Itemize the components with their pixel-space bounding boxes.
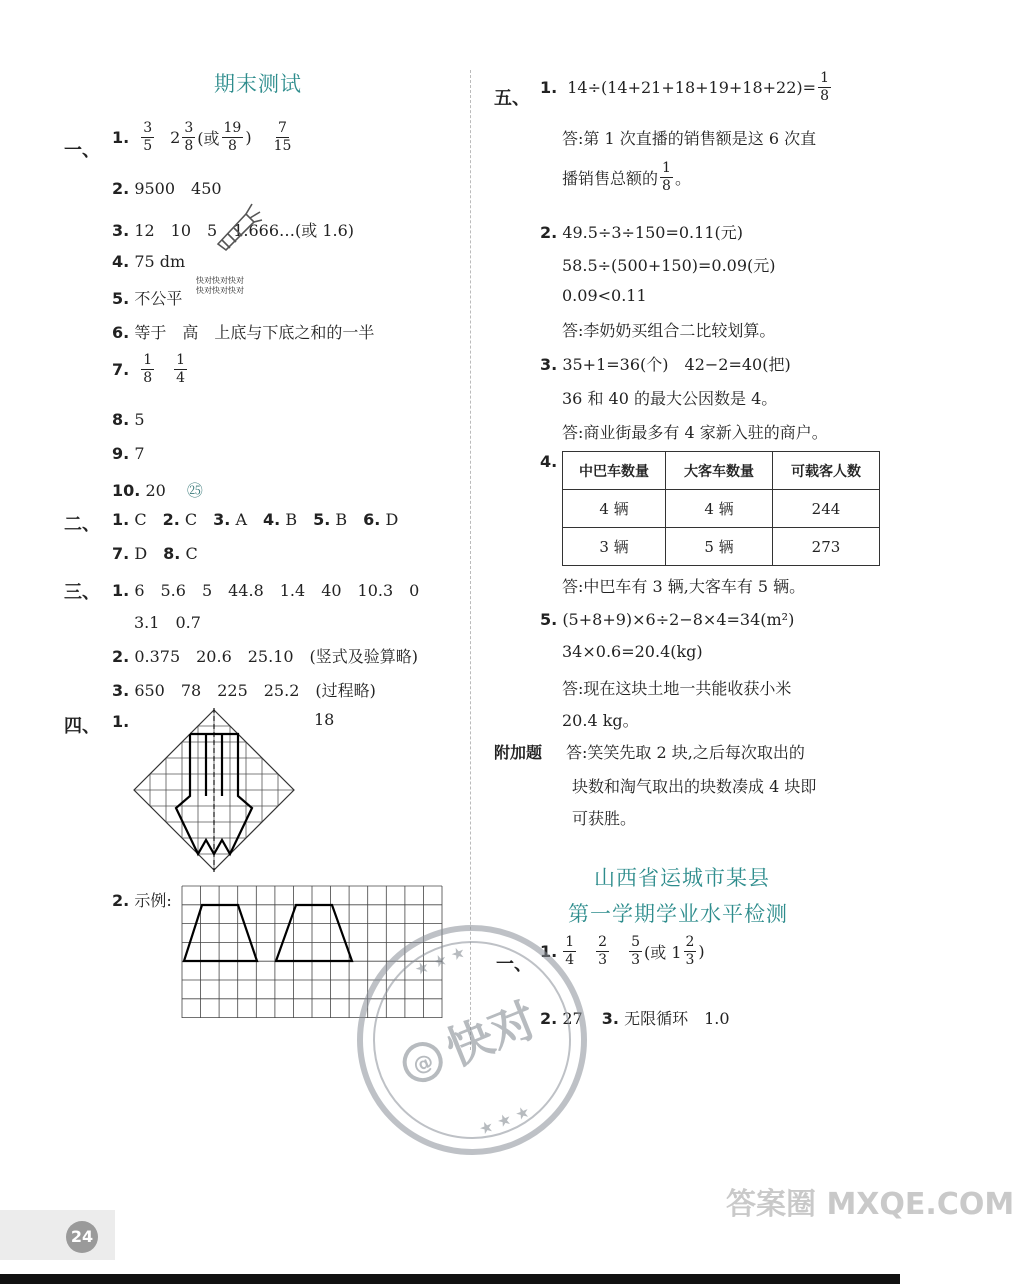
q4-answer: 4. 75 dm [112, 252, 186, 271]
fraction: $\frac{3}{8}$ [184, 120, 194, 154]
fraction: $\frac{7}{15}$ [273, 120, 292, 154]
svg-text:@: @ [409, 1048, 437, 1078]
r-q1-calc: 1. 14÷(14+21+18+19+18+22)= $\frac{1}{8}$ [540, 70, 829, 104]
fraction: $\frac{1}{8}$ [143, 352, 153, 386]
column-divider [470, 70, 471, 1050]
fraction: $\frac{1}{4}$ [176, 352, 186, 386]
table-header: 中巴车数量 [563, 452, 666, 490]
table-cell: 3 辆 [563, 528, 666, 566]
section-subtitle: 山西省运城市某县 [594, 866, 770, 890]
section-subtitle-2: 第一学期学业水平检测 [568, 902, 788, 926]
bonus-label: 附加题 [494, 743, 543, 762]
fraction: $\frac{3}{5}$ [143, 120, 153, 154]
sec2-line2: 7. D 8. C [112, 544, 198, 563]
section-label-5: 五、 [494, 88, 530, 109]
bottom-edge [0, 1274, 900, 1284]
s4q1-number: 1. [112, 712, 130, 731]
trapezoid-1 [184, 905, 257, 961]
svg-text:★ ★ ★: ★ ★ ★ [411, 941, 469, 980]
r-q5-answer-cont: 20.4 kg。 [562, 711, 639, 730]
r-q1-answer-cont: 播销售总额的 $\frac{1}{8}$ 。 [562, 160, 691, 194]
r-q5-answer: 答:现在这块土地一共能收获小米 [562, 679, 792, 698]
fraction: $\frac{19}{8}$ [223, 120, 242, 154]
symmetry-grid-figure [132, 708, 296, 872]
kuaidui-stamp-watermark [352, 920, 592, 1160]
q9-answer: 9. 7 [112, 444, 145, 463]
circled-number: ㉕ [186, 481, 203, 500]
q5-answer: 5. 不公平 [112, 289, 183, 308]
table-row [563, 490, 880, 528]
r-q2-line1: 2. 49.5÷3÷150=0.11(元) [540, 223, 743, 242]
r-q4-number: 4. [540, 452, 558, 471]
page-number: 24 [66, 1221, 98, 1253]
table-header: 大客车数量 [666, 452, 773, 490]
bonus-answer-cont: 块数和淘气取出的块数凑成 4 块即 [572, 777, 817, 796]
r-q3-line1: 3. 35+1=36(个) 42−2=40(把) [540, 355, 791, 374]
r-q2-line3: 0.09<0.11 [562, 286, 647, 305]
trapezoid-2 [276, 905, 352, 961]
q3-answer: 3. 12 10 5 1.666…(或 1.6) [112, 221, 355, 240]
r-q2-answer: 答:李奶奶买组合二比较划算。 [562, 321, 776, 340]
svg-text:快对: 快对 [438, 992, 545, 1077]
section-label-1: 一、 [64, 140, 100, 161]
bonus-answer: 答:笑笑先取 2 块,之后每次取出的 [566, 743, 805, 762]
section-label-4: 四、 [64, 716, 100, 737]
q1-answer: 1. $\frac{3}{5}$ 2 $\frac{3}{8}$ (或 $\frac{19}{8}$ ) $\frac{7}{15}$ [112, 120, 292, 154]
r-q3-answer: 答:商业街最多有 4 家新入驻的商户。 [562, 423, 828, 442]
table-cell: 4 辆 [563, 490, 666, 528]
q10-answer: 10. 20 ㉕ [112, 481, 203, 500]
r-q1-answer: 答:第 1 次直播的销售额是这 6 次直 [562, 129, 817, 148]
table-cell: 244 [773, 490, 880, 528]
fraction: $\frac{1}{8}$ [662, 160, 671, 194]
section-label-3: 三、 [64, 582, 100, 603]
fraction: $\frac{1}{8}$ [820, 70, 829, 104]
table-cell: 4 辆 [666, 490, 773, 528]
r-q5-line2: 34×0.6=20.4(kg) [562, 642, 703, 661]
fraction: $\frac{5}{3}$ [631, 934, 640, 968]
table-cell: 5 辆 [666, 528, 773, 566]
q2-answer: 2. 9500 450 [112, 179, 222, 198]
table-row [563, 528, 880, 566]
s3q1-answer-cont: 3.1 0.7 [134, 613, 201, 632]
site-watermark: 答案圈 MXQE.COM [726, 1187, 1014, 1222]
table-cell: 273 [773, 528, 880, 566]
s3q2-answer: 2. 0.375 20.6 25.10 (竖式及验算略) [112, 647, 419, 666]
r-q4-answer: 答:中巴车有 3 辆,大客车有 5 辆。 [562, 577, 806, 596]
s3q1-answer: 1. 6 5.6 5 44.8 1.4 40 10.3 0 [112, 581, 420, 600]
table-header: 可载客人数 [773, 452, 880, 490]
section-title: 期末测试 [214, 72, 302, 96]
r-s1q1-answer: 1. $\frac{1}{4}$ $\frac{2}{3}$ $\frac{5}{3}$ (或 1 $\frac{2}{3}$ ) [540, 934, 705, 968]
s4q1-extra: 18 [314, 710, 335, 729]
svg-text:★ ★ ★: ★ ★ ★ [476, 1101, 533, 1139]
r-q2-line2: 58.5÷(500+150)=0.09(元) [562, 256, 776, 275]
answer-table [562, 451, 880, 566]
section-label-2: 二、 [64, 514, 100, 535]
q6-answer: 6. 等于 高 上底与下底之和的一半 [112, 323, 375, 342]
fraction: $\frac{1}{4}$ [565, 934, 575, 968]
bonus-answer-end: 可获胜。 [572, 809, 637, 828]
r-q5-line1: 5. (5+8+9)×6÷2−8×4=34(m²) [540, 610, 795, 629]
sec2-line1: 1. C 2. C 3. A 4. B 5. B 6. D [112, 510, 399, 529]
r-q3-line2: 36 和 40 的最大公因数是 4。 [562, 389, 778, 408]
small-stamp-text: 快对快对快对 快对快对快对 [196, 276, 244, 295]
fraction: $\frac{2}{3}$ [598, 934, 608, 968]
s3q3-answer: 3. 650 78 225 25.2 (过程略) [112, 681, 376, 700]
section-label-r1: 一、 [496, 954, 532, 975]
q8-answer: 8. 5 [112, 410, 145, 429]
q7-answer: 7. $\frac{1}{8}$ $\frac{1}{4}$ [112, 352, 186, 386]
fraction: $\frac{2}{3}$ [685, 934, 695, 968]
r-s1q2-answer: 2. 27 3. 无限循环 1.0 [540, 1009, 730, 1028]
s4q2-label: 2. 示例: [112, 891, 172, 910]
pen-logo-icon [208, 196, 264, 254]
table-header-row [563, 452, 880, 490]
